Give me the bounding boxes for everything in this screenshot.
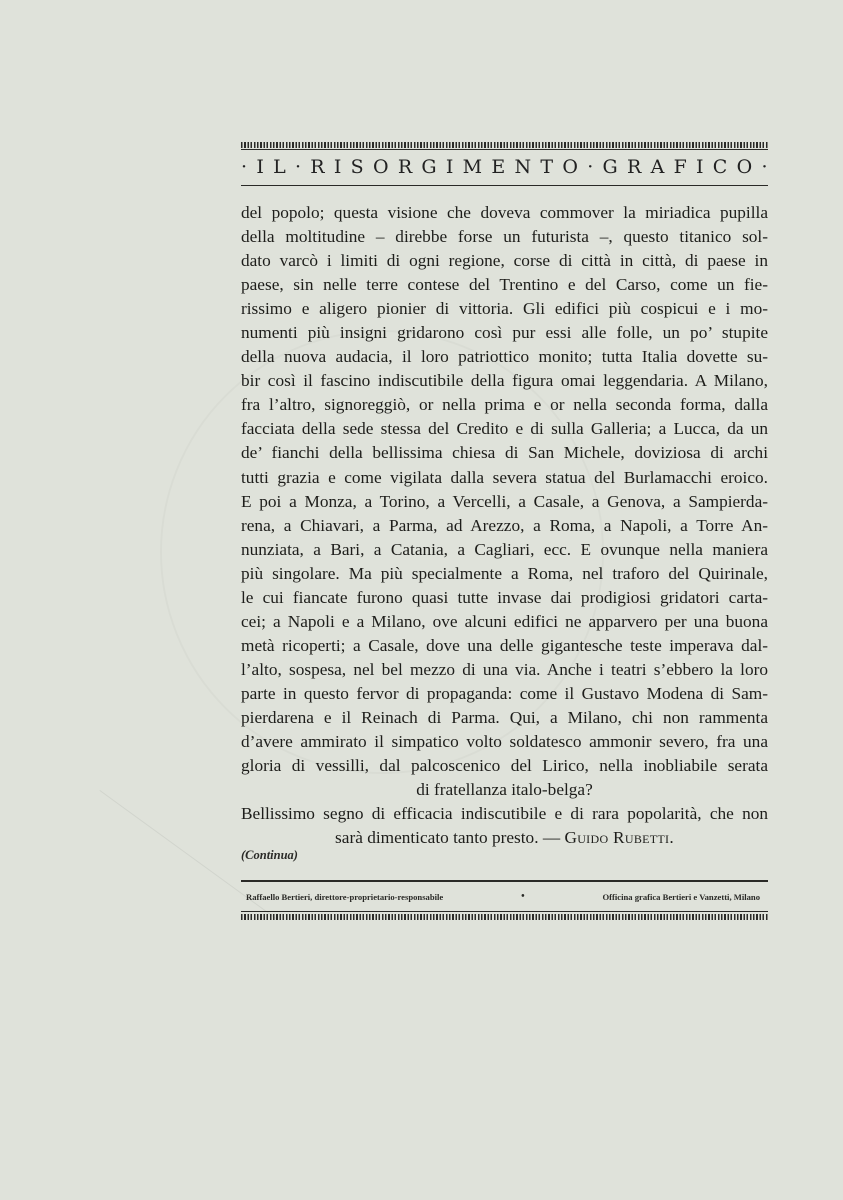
body-line: cei; a Napoli e a Milano, ove alcuni edifici ne apparvero per una buona [241, 611, 768, 631]
running-head-letter: E [491, 156, 506, 178]
header-bottom-rule [241, 185, 768, 186]
running-head-letter: R [626, 156, 642, 178]
running-head-letter: C [712, 156, 728, 178]
running-head-letter: O [372, 156, 389, 178]
body-line: parte in questo fervor di propaganda: come il Gustavo Modena di Sam- [241, 683, 768, 703]
body-line: del popolo; questa visione che doveva commover la miriadica pupilla [241, 203, 768, 222]
body-line: fra l’altro, signoreggiò, or nella prima e or nella seconda forma, dalla [241, 395, 768, 415]
running-head-letter: M [462, 156, 483, 178]
body-line: della nuova audacia, il loro patriottico monito; tutta Italia dovette su- [241, 347, 768, 367]
body-line: pierdarena e il Reinach di Parma. Qui, a Milano, chi non rammenta [241, 707, 768, 727]
running-head-letter: N [514, 156, 532, 178]
running-head-letter: · [241, 156, 248, 178]
colophon-printer: Officina grafica Bertieri e Vanzetti, Milano [602, 891, 760, 902]
running-head-letter: F [673, 156, 688, 178]
running-head-letter: R [397, 156, 413, 178]
signature-line [241, 826, 768, 850]
running-head-letter: R [310, 156, 325, 178]
author-name: Guido Rubetti. [564, 828, 674, 848]
running-head-letter: O [562, 156, 579, 178]
body-line: metà ricoperti; a Casale, dove una delle gigantesche teste imperava dal- [241, 635, 768, 655]
header-thin-rule [241, 149, 768, 150]
body-line: de’ fianchi della bellissima chiesa di San Michele, doviziosa di archi [241, 443, 768, 463]
running-head-letter: · [294, 156, 302, 178]
running-head-letter: I [333, 156, 342, 178]
running-head-letter: G [421, 156, 437, 178]
running-head-letter: S [350, 156, 364, 178]
body-line: gloria di vessilli, dal palcoscenico del Lirico, nella inobliabile serata [241, 756, 768, 776]
body-line: dato varcò i limiti di ogni regione, corse di città in città, di paese in [241, 251, 768, 271]
body-line: tutti grazia e come vigilata dalla severa statua del Burlamacchi eroico. [241, 467, 768, 487]
body-line: rissimo e aligero pionier di vittoria. Gli edifici più cospicui e i mo- [241, 299, 768, 319]
footer-thin-rule [241, 911, 768, 912]
closing-line: Bellissimo segno di efficacia indiscutibile e di rara popolarità, che non [241, 804, 768, 824]
body-line: E poi a Monza, a Torino, a Vercelli, a Casale, a Genova, a Sampierda- [241, 491, 768, 511]
colophon-publisher: Raffaello Bertieri, direttore-proprietario-responsabile [246, 891, 444, 902]
body-line: le cui fiancate furono quasi tutte invase dai prodigiosi gridatori carta- [241, 587, 768, 607]
body-line: numenti più insigni gridarono così pur essi alle folle, un po’ stupite [241, 323, 768, 343]
body-line: bir così il fascino indiscutibile della figura omai leggendaria. A Milano, [241, 371, 768, 391]
centered-line: di fratellanza italo-belga? [416, 780, 593, 800]
article-body [241, 201, 768, 850]
colophon [246, 891, 760, 902]
signature-prefix: sarà dimenticato tanto presto. — [335, 828, 565, 848]
body-line: d’avere ammirato il simpatico volto soldatesco ammonir severo, fra una [241, 732, 768, 752]
body-line: più singolare. Ma più specialmente a Roma, nel traforo del Quirinale, [241, 563, 768, 583]
running-head-letter: · [761, 156, 768, 178]
footer-ornament-rule [241, 914, 768, 920]
colophon-separator: • [521, 891, 525, 902]
running-head-letter: I [256, 156, 265, 178]
running-head [241, 156, 768, 178]
body-line: rena, a Chiavari, a Parma, ad Arezzo, a Roma, a Napoli, a Torre An- [241, 515, 768, 535]
running-head-letter: G [602, 156, 619, 178]
body-line: della moltitudine – direbbe forse un futurista –, questo titanico sol- [241, 227, 768, 247]
body-line: l’alto, sospesa, nel bel mezzo di una via. Anche i teatri s’ebbero la loro [241, 659, 768, 679]
running-head-letter: L [273, 156, 287, 178]
running-head-letter: · [587, 156, 594, 178]
body-line: paese, sin nelle terre contese del Trentino e del Carso, come un fie- [241, 275, 768, 295]
running-head-letter: I [445, 156, 454, 178]
running-head-letter: I [696, 156, 704, 178]
body-line: nunziata, a Bari, a Catania, a Cagliari, ecc. E ovunque nella maniera [241, 539, 768, 559]
footer-top-rule [241, 880, 768, 882]
running-head-letter: O [736, 156, 753, 178]
body-line: facciata della sede stessa del Credito e di sulla Galleria; a Lucca, da un [241, 419, 768, 439]
header-ornament-rule [241, 142, 768, 148]
running-head-letter: T [540, 156, 554, 178]
continua-note: (Continua) [241, 848, 298, 862]
running-head-letter: A [650, 156, 665, 178]
